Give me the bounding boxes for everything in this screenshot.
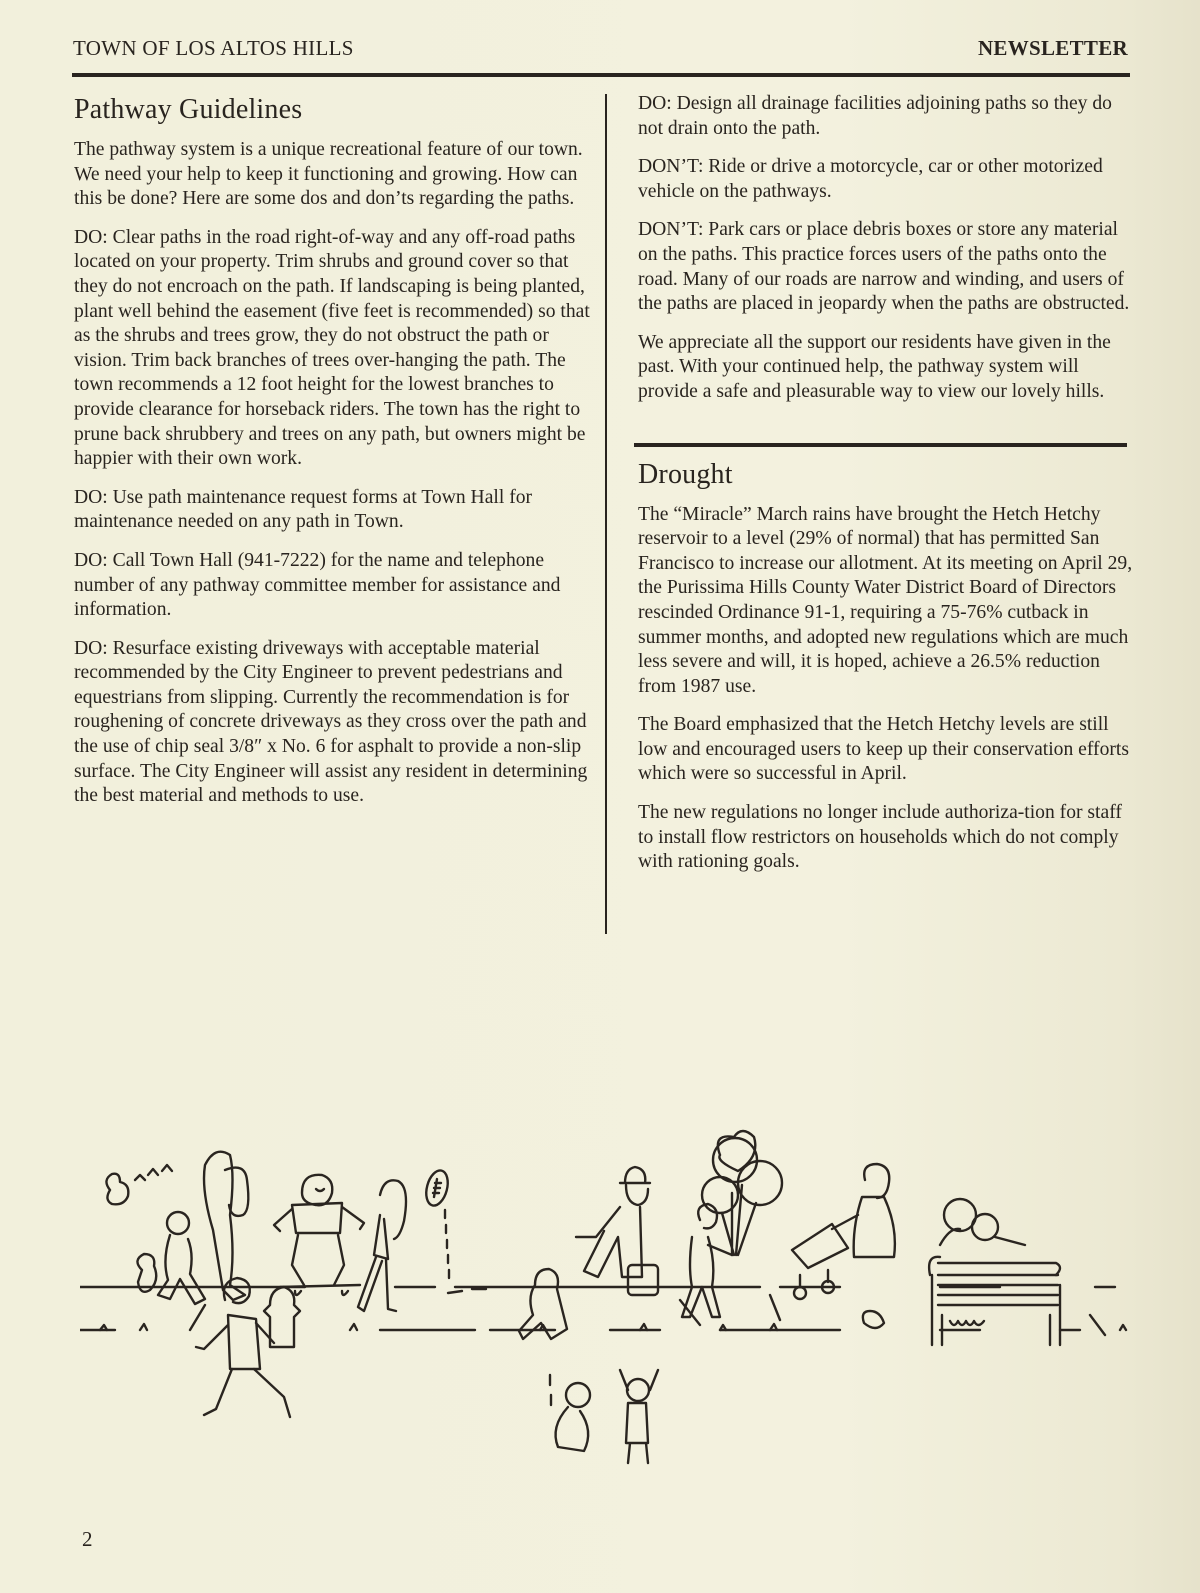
pathway-do-maintenance-forms: DO: Use path maintenance request forms at Town Hall for maintenance needed on any path in Town. (74, 486, 533, 533)
couple-on-bench-figure (929, 1199, 1060, 1345)
grandma-with-stroller-figure (792, 1164, 895, 1328)
pathway-do-drainage: DO: Design all drainage facilities adjoining paths so they do not drain onto the path. (638, 93, 1112, 139)
left-column (74, 92, 594, 823)
right-column (638, 92, 1138, 889)
page-number: 2 (82, 1527, 93, 1551)
column-divider (605, 94, 607, 934)
drought-paragraph-2: The Board emphasized that the Hetch Hetchy levels are still low and encouraged users to keep up their conservation efforts which were so successful in April. (638, 714, 1129, 785)
pathway-closing: We appreciate all the support our residents have given in the past. With your continued help, the pathway system will provide a safe and pleasurable way to view our lovely hills. (638, 331, 1111, 402)
woman-with-balloons-figure (682, 1131, 782, 1317)
section-rule (634, 443, 1127, 447)
header-rule (72, 73, 1130, 77)
man-with-briefcase-figure (576, 1167, 658, 1295)
pathway-guidelines-heading: Pathway Guidelines (74, 94, 303, 125)
football-icon (423, 1168, 486, 1293)
pathway-do-clear-paths: DO: Clear paths in the road right-of-way and any off-road paths located on your property. Trim shrubs and ground cover so that they do not encroach on the path. If landscaping is being planted, plant well behind the easement (five feet is recommended) so that as the shrubs and trees grow, they do not obstruct the path or vision. Trim back branches of trees over-hanging the path. The town recommends a 12 foot height for the lowest branches to provide clearance for horseback riders. The town has the right to prune back shrubbery and trees on any path, but owners might be happier with their own work. (74, 226, 590, 470)
skateboarder-figure (274, 1175, 364, 1295)
newsletter-publisher: TOWN OF LOS ALTOS HILLS (73, 36, 354, 60)
drought-heading: Drought (638, 458, 733, 490)
pathway-do-resurface: DO: Resurface existing driveways with acceptable material recommended by the City Engineer to prevent pedestrians and equestrians from slipping. Currently the recommendation is for roughening of concrete driveways as they cross over the path and the use of chip seal 3/8″ x No. 6 for asphalt to provide a non-slip surface. The City Engineer will assist any resident in determining the best material and methods to use. (74, 637, 588, 807)
newsletter-label: NEWSLETTER (977, 36, 1128, 60)
walking-girl-figure (358, 1180, 406, 1311)
drought-paragraph-1: The “Miracle” March rains have brought the Hetch Hetchy reservoir to a level (29% of normal) that has permitted San Francisco to increase our allotment. At its meeting on April 29, the Purissima Hills County Water District Board of Directors rescinded Ordinance 91-1, requiring a 75-76% cutback in summer months, and adopted new regulations which are much less severe and will, it is hoped, achieve a 26.5% reduction from 1987 use. (638, 503, 1133, 697)
pathway-dont-ride: DON’T: Ride or drive a motorcycle, car or other motorized vehicle on the pathways. (638, 156, 1103, 202)
duck-family-icon (106, 1165, 172, 1204)
pathway-do-call-town-hall: DO: Call Town Hall (941-7222) for the name and telephone number of any pathway committee member for assistance and information. (74, 549, 561, 621)
fire-hydrant-icon (264, 1287, 300, 1347)
pathway-dont-park: DON’T: Park cars or place debris boxes or store any material on the paths. This practice forces users of the paths onto the road. Many of our roads are narrow and winding, and users of the paths are placed in jeopardy when the paths are obstructed. (638, 219, 1130, 315)
kids-playing-figures (519, 1269, 658, 1463)
pathway-illustration (80, 1125, 1140, 1495)
pathway-intro: The pathway system is a unique recreational feature of our town. We need your help to keep it functioning and growing. How can this be done? Here are some dos and don’ts regarding the paths. (74, 139, 583, 210)
drought-paragraph-3: The new regulations no longer include authoriza-tion for staff to install flow restrictors on households which do not comply with rationing goals. (638, 802, 1122, 873)
